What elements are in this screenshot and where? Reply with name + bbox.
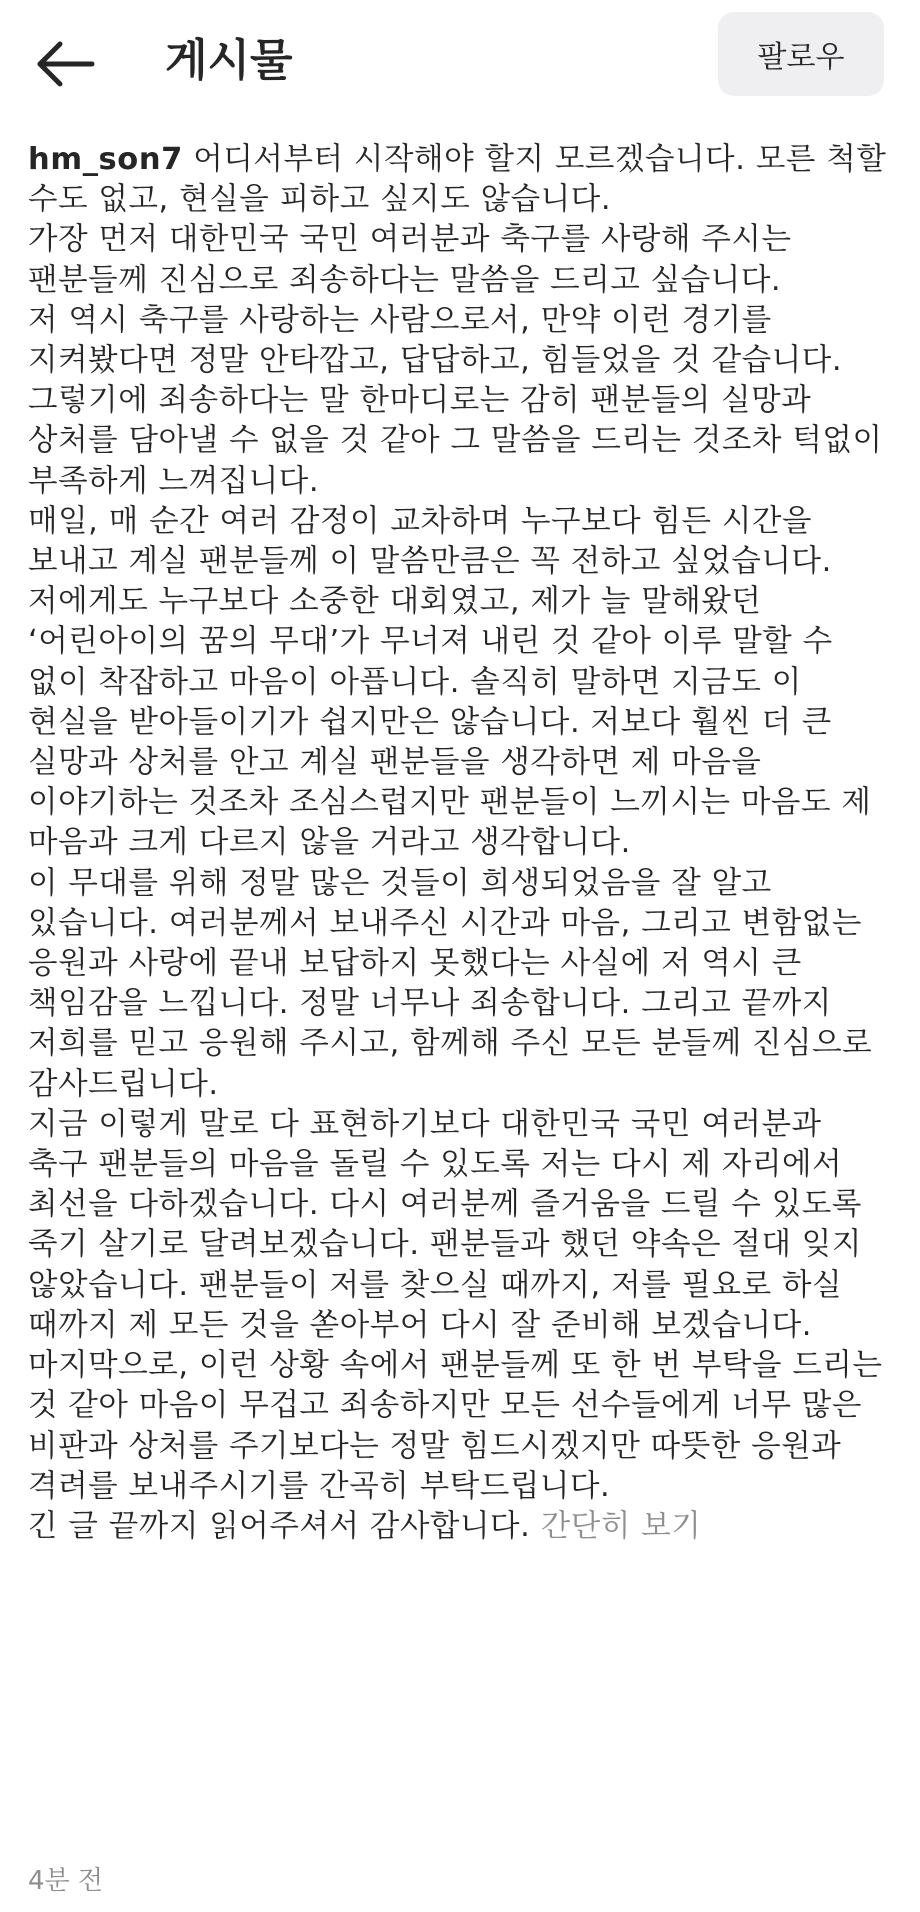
caption-line: 최선을 다하겠습니다. 다시 여러분께 즐거움을 드릴 수 있도록 [28, 1187, 862, 1223]
arrow-left-icon [30, 34, 102, 94]
caption-line: 지금 이렇게 말로 다 표현하기보다 대한민국 국민 여러분과 [28, 1106, 822, 1142]
caption-line: 상처를 담아낼 수 없을 것 같아 그 말씀을 드리는 것조차 턱없이 [28, 423, 883, 459]
caption-line: 저 역시 축구를 사랑하는 사람으로서, 만약 이런 경기를 [28, 302, 772, 338]
caption-line: 마음과 크게 다르지 않을 거라고 생각합니다. [28, 825, 631, 861]
caption-line [28, 1507, 900, 1547]
caption-line: 격려를 보내주시기를 간곡히 부탁드립니다. [28, 1468, 611, 1504]
caption-line: 수도 없고, 현실을 피하고 싶지도 않습니다. [28, 182, 612, 218]
caption-text: 어디서부터 시작해야 할지 모르겠습니다. 모른 척할 [183, 142, 887, 177]
caption-line: 비판과 상처를 주기보다는 정말 힘드시겠지만 따뜻한 응원과 [28, 1428, 842, 1464]
caption-line: 마지막으로, 이런 상황 속에서 팬분들께 또 한 번 부탁을 드리는 [28, 1348, 883, 1384]
caption-line: 축구 팬분들의 마음을 돌릴 수 있도록 저는 다시 제 자리에서 [28, 1147, 843, 1183]
caption-line: 책임감을 느낍니다. 정말 너무나 죄송합니다. 그리고 끝까지 [28, 986, 832, 1022]
caption-line: 않았습니다. 팬분들이 저를 찾으실 때까지, 저를 필요로 하실 [28, 1267, 843, 1303]
top-bar [0, 0, 920, 120]
caption-line: 지켜봤다면 정말 안타깝고, 답답하고, 힘들었을 것 같습니다. [28, 343, 843, 379]
caption-line: 죽기 살기로 달려보겠습니다. 팬분들과 했던 약속은 절대 잊지 [28, 1227, 862, 1263]
caption-line: 이야기하는 것조차 조심스럽지만 팬분들이 느끼시는 마음도 제 [28, 785, 872, 821]
caption-line: 팬분들께 진심으로 죄송하다는 말씀을 드리고 싶습니다. [28, 262, 782, 298]
follow-button[interactable]: 팔로우 [718, 12, 884, 96]
caption-line [28, 140, 900, 180]
post-caption [28, 140, 900, 1547]
caption-line: 그렇기에 죄송하다는 말 한마디로는 감히 팬분들의 실망과 [28, 383, 812, 419]
caption-line: 부족하게 느껴집니다. [28, 463, 320, 499]
back-button[interactable] [30, 34, 102, 94]
caption-line: ‘어린아이의 꿈의 무대’가 무너져 내린 것 같아 이루 말할 수 [28, 624, 833, 660]
caption-line: 이 무대를 위해 정말 많은 것들이 희생되었음을 잘 알고 [28, 865, 772, 901]
post-timestamp: 4분 전 [28, 1866, 104, 1896]
caption-line: 응원과 사랑에 끝내 보답하지 못했다는 사실에 저 역시 큰 [28, 946, 802, 982]
caption-line: 저에게도 누구보다 소중한 대회였고, 제가 늘 말해왔던 [28, 584, 762, 620]
caption-line: 보내고 계실 팬분들께 이 말씀만큼은 꼭 전하고 싶었습니다. [28, 544, 832, 580]
caption-line: 현실을 받아들이기가 쉽지만은 않습니다. 저보다 훨씬 더 큰 [28, 704, 832, 740]
caption-line: 실망과 상처를 안고 계실 팬분들을 생각하면 제 마음을 [28, 745, 762, 781]
page-title: 게시물 [165, 35, 293, 86]
caption-line: 없이 착잡하고 마음이 아픕니다. 솔직히 말하면 지금도 이 [28, 664, 802, 700]
caption-line: 가장 먼저 대한민국 국민 여러분과 축구를 사랑해 주시는 [28, 222, 792, 258]
username-link[interactable]: hm_son7 [28, 142, 183, 177]
caption-line: 때까지 제 모든 것을 쏟아부어 다시 잘 준비해 보겠습니다. [28, 1307, 813, 1343]
caption-line: 있습니다. 여러분께서 보내주신 시간과 마음, 그리고 변함없는 [28, 905, 862, 941]
caption-text: 긴 글 끝까지 읽어주셔서 감사합니다. [28, 1508, 541, 1544]
caption-line: 것 같아 마음이 무겁고 죄송하지만 모든 선수들에게 너무 많은 [28, 1388, 862, 1424]
collapse-link[interactable]: 간단히 보기 [540, 1508, 702, 1544]
caption-line: 저희를 믿고 응원해 주시고, 함께해 주신 모든 분들께 진심으로 [28, 1026, 873, 1062]
caption-line: 감사드립니다. [28, 1066, 219, 1102]
caption-line: 매일, 매 순간 여러 감정이 교차하며 누구보다 힘든 시간을 [28, 503, 813, 539]
